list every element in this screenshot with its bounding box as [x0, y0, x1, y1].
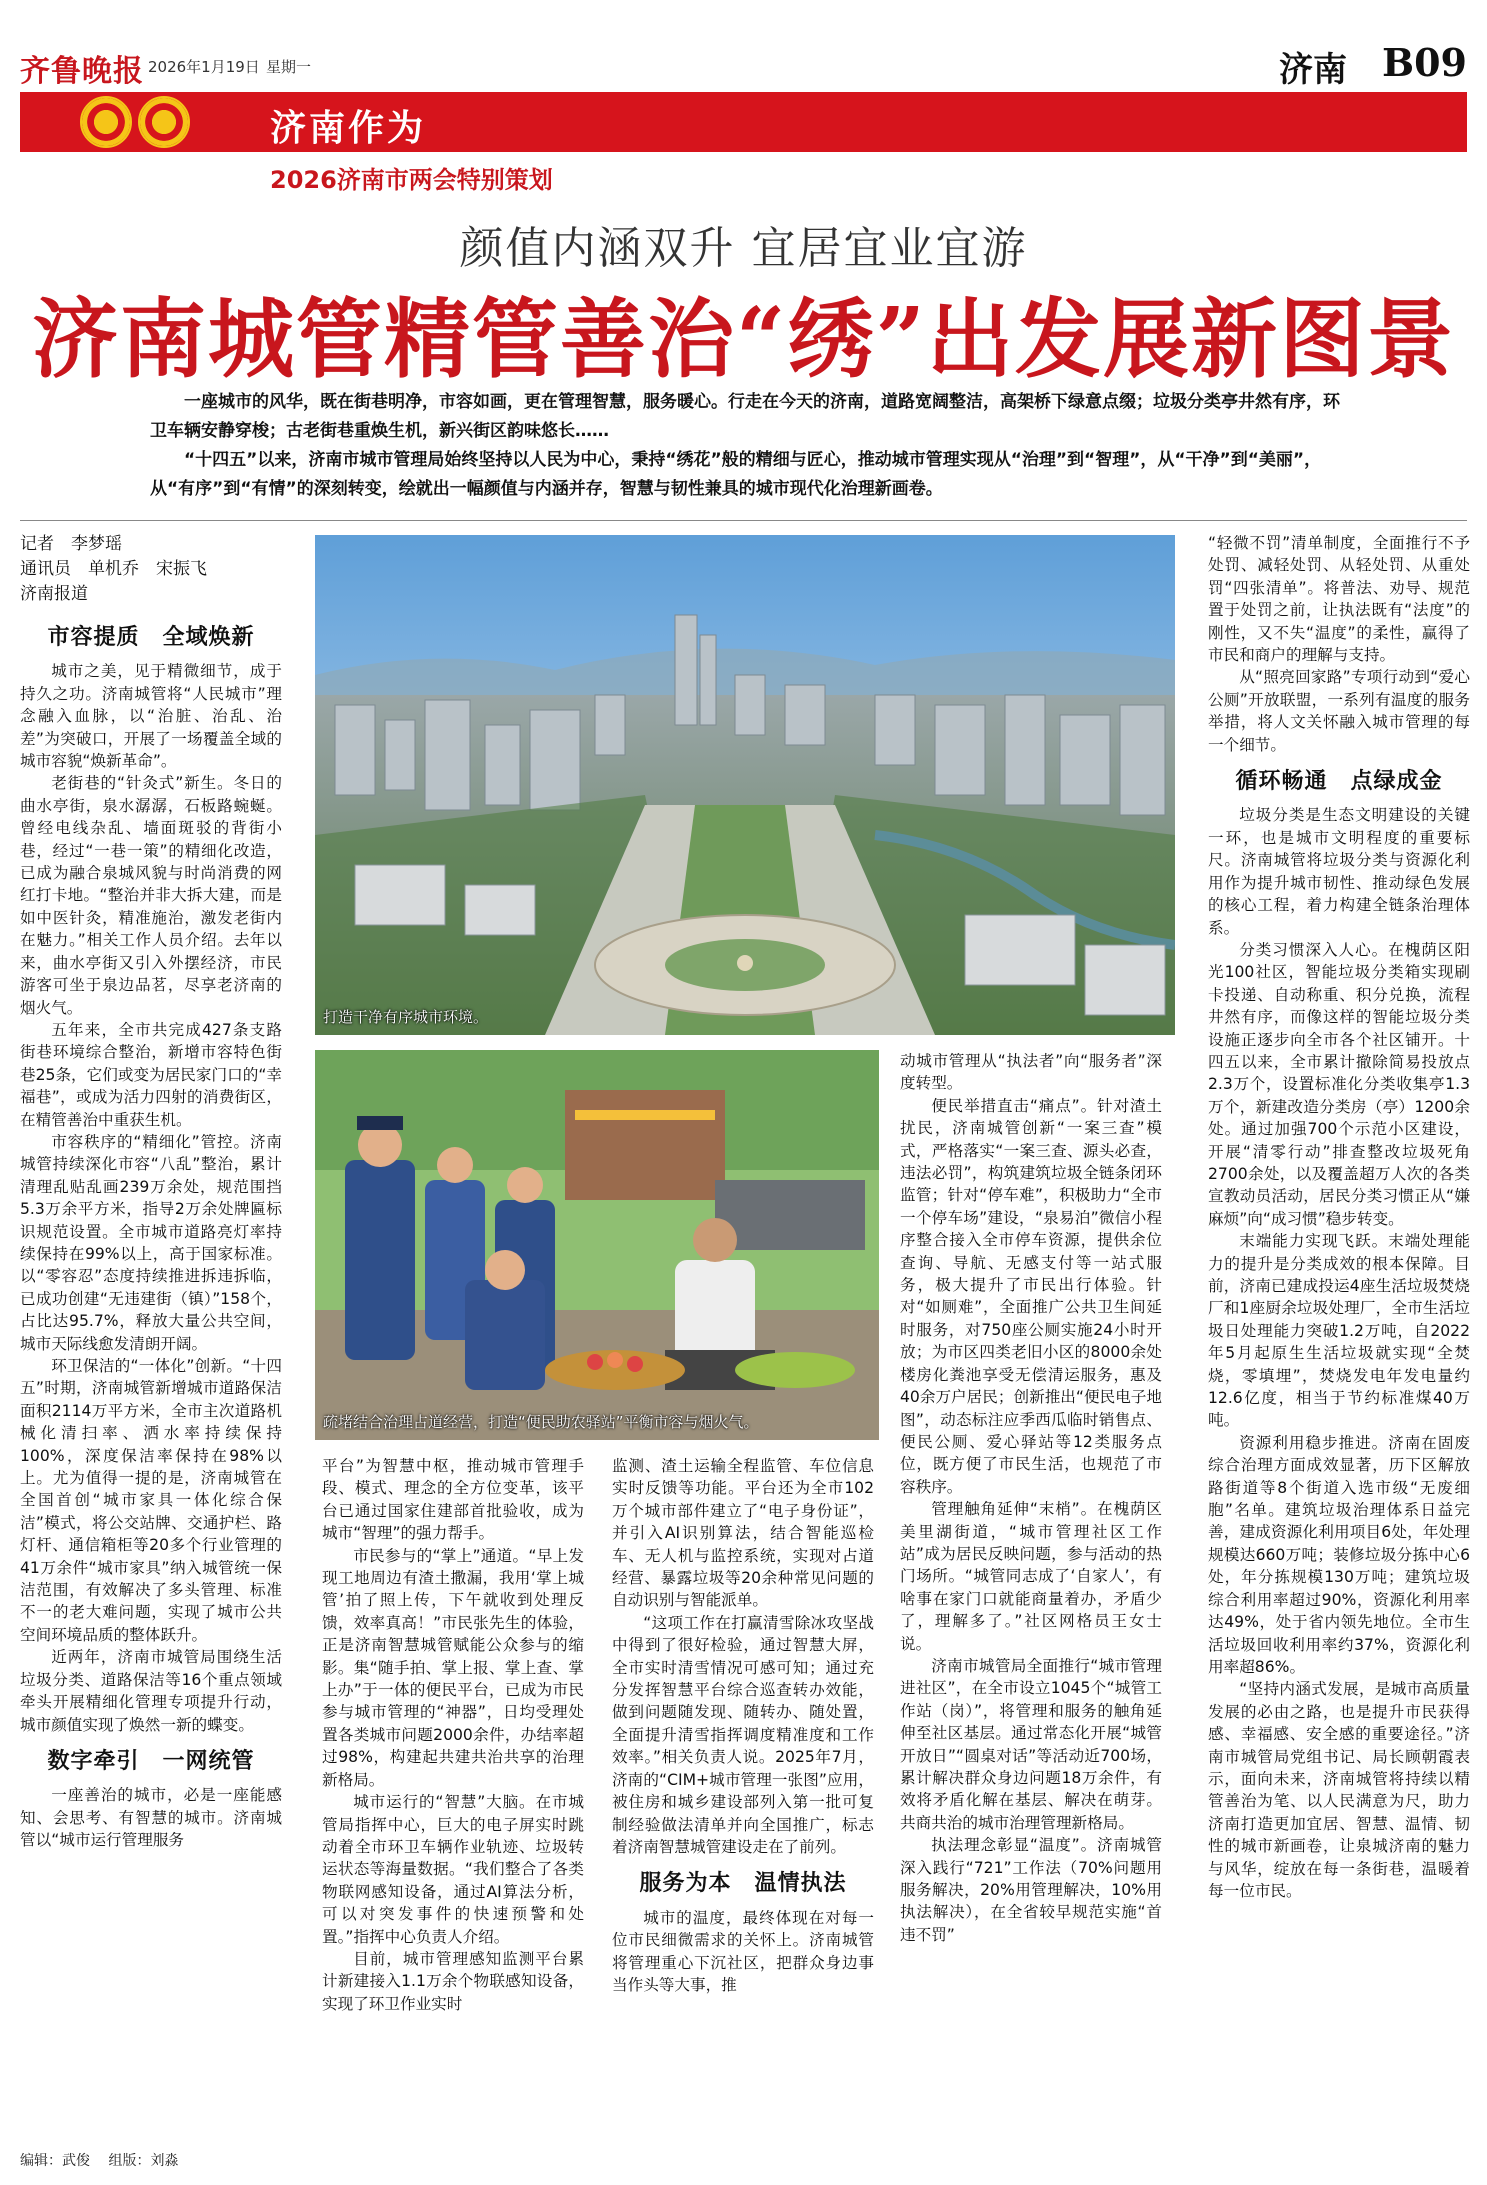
market-scene-illustration [315, 1050, 879, 1440]
byline-correspondent: 通讯员 单机乔 宋振飞 [20, 559, 207, 579]
editor-credit: 编辑：武俊 [20, 2153, 90, 2169]
paragraph: 末端能力实现飞跃。末端处理能力的提升是分类成效的根本保障。目前，济南已建成投运4座生活垃圾焚烧厂和1座厨余垃圾处理厂，全市生活垃圾日处理能力突破1.2万吨，自2022年5月起原生生活垃圾就实现“全焚烧，零填埋”，焚烧发电年发电量约12.6亿度，相当于节约标准煤40万吨。 [1208, 1232, 1470, 1430]
paragraph: 动城市管理从“执法者”向“服务者”深度转型。 [900, 1052, 1162, 1093]
paragraph: 五年来，全市共完成427条支路街巷环境综合整治，新增市容特色街巷25条，它们或变为居民家门口的“幸福巷”，或成为活力四射的消费街区，在精管善治中重获生机。 [20, 1020, 282, 1129]
section-subhead: 服务为本 温情执法 [639, 1870, 847, 1897]
paragraph: “坚持内涵式发展，是城市高质量发展的必由之路，也是提升市民获得感、幸福感、安全感的重要途径。”济南市城管局党组书记、局长顾朝霞表示，面向未来，济南城管将持续以精管善治为笔、以人民满意为尺，助力济南打造更加宜居、智慧、温情、韧性的城市新画卷，让泉城济南的魅力与风华，绽放在每一条街巷，温暖着每一位市民。 [1208, 1680, 1470, 1900]
paragraph: 从“照亮回家路”专项行动到“爱心公厕”开放联盟，一系列有温度的服务举措，将人文关怀融入城市管理的每一个细节。 [1208, 668, 1470, 754]
photo-caption: 打造干净有序城市环境。 [323, 1008, 489, 1026]
paragraph: 执法理念彰显“温度”。济南城管深入践行“721”工作法（70%问题用服务解决，20%用管理解决，10%用执法解决），在全省较早规范实施“首违不罚” [900, 1836, 1162, 1944]
paragraph: 一座善治的城市，必是一座能感知、会思考、有智慧的城市。济南城管以“城市运行管理服务 [20, 1786, 282, 1850]
market-inspection-photo [315, 1050, 879, 1440]
byline-dateline: 济南报道 [20, 584, 88, 604]
section-subhead: 循环畅通 点绿成金 [1235, 768, 1443, 795]
paragraph: 老街巷的“针灸式”新生。冬日的曲水亭街，泉水潺潺，石板路蜿蜒。曾经电线杂乱、墙面斑驳的背街小巷，经过“一巷一策”的精细化改造，已成为融合泉城风貌与时尚消费的网红打卡地。“整治并非大拆大建，而是如中医针灸，精准施治，激发老街内在魅力。”相关工作人员介绍。去年以来，曲水亭街又引入外摆经济，市民游客可坐于泉边品茗，尽享老济南的烟火气。 [20, 774, 282, 1017]
article-kicker: 颜值内涵双升 宜居宜业宜游 [459, 223, 1028, 274]
article-column-2b [612, 1455, 874, 2140]
article-headline: 济南城管精管善治“绣”出发展新图景 [32, 289, 1455, 390]
aerial-city-illustration [315, 535, 1175, 1035]
article-column-4 [1208, 532, 1470, 2140]
paragraph: 济南市城管局全面推行“城市管理进社区”，在全市设立1045个“城管工作站（岗）”，将管理和服务的触角延伸至社区基层。通过常态化开展“城管开放日”“圆桌对话”等活动近700场，累计解决群众身边问题18万余件，有效将矛盾化解在基层、解决在萌芽。共商共治的城市治理管理新格局。 [900, 1656, 1162, 1832]
layout-credit: 组版：刘淼 [108, 2153, 179, 2169]
photo-caption: 疏堵结合治理占道经营，打造“便民助农驿站”平衡市容与烟火气。 [323, 1413, 759, 1431]
cppcc-emblem-icon [138, 96, 190, 148]
paragraph: 目前，城市管理感知监测平台累计新建接入1.1万余个物联感知设备，实现了环卫作业实时 [322, 1949, 584, 2013]
article-column-1 [20, 612, 282, 2140]
lead-paragraph: 一座城市的风华，既在街巷明净，市容如画，更在管理智慧，服务暖心。行走在今天的济南，道路宽阔整洁，高架桥下绿意点缀；垃圾分类亭井然有序，环卫车辆安静穿梭；古老街巷重焕生机，新兴街区韵味悠长…… [150, 392, 1340, 441]
newspaper-logo: 齐鲁晚报 [20, 54, 144, 89]
byline-reporter: 记者 李梦瑶 [20, 534, 122, 554]
page-number: B09 [1382, 40, 1467, 85]
paragraph: 市民参与的“掌上”通道。“早上发现工地周边有渣土撒漏，我用‘掌上城管’拍了照上传，下午就收到处理反馈，效率真高！”市民张先生的体验，正是济南智慧城管赋能公众参与的缩影。集“随手拍、掌上报、掌上查、掌上办”于一体的便民平台，已成为市民参与城市管理的“神器”，日均受理处置各类城市问题2000余件，办结率超过98%，构建起共建共治共享的治理新格局。 [322, 1546, 584, 1789]
lead-paragraph: “十四五”以来，济南市城市管理局始终坚持以人民为中心，秉持“绣花”般的精细与匠心，推动城市管理实现从“治理”到“智理”，从“干净”到“美丽”，从“有序”到“有情”的深刻转变，绘就出一幅颜值与内涵并存，智慧与韧性兼具的城市现代化治理新画卷。 [150, 450, 1322, 499]
paragraph: 管理触角延伸“末梢”。在槐荫区美里湖街道，“城市管理社区工作站”成为居民反映问题，参与活动的热门场所。“城管同志成了‘自家人’，有啥事在家门口就能商量着办，矛盾少了，理解多了。”社区网格员王女士说。 [900, 1500, 1162, 1653]
article-column-3 [900, 1050, 1162, 2140]
paragraph: “轻微不罚”清单制度，全面推行不予处罚、减轻处罚、从轻处罚、从重处罚“四张清单”。将普法、劝导、规范置于处罚之前，让执法既有“法度”的刚性，又不失“温度”的柔性，赢得了市民和商户的理解与支持。 [1208, 534, 1470, 665]
issue-weekday: 星期一 [266, 58, 312, 76]
aerial-city-photo [315, 535, 1175, 1035]
divider [20, 520, 1467, 521]
page-section: 济南 [1279, 50, 1347, 90]
article-column-2a [322, 1455, 584, 2140]
paragraph: 环卫保洁的“一体化”创新。“十四五”时期，济南城管新增城市道路保洁面积2114万平方米，全市主次道路机械化清扫率、洒水率持续保持100%，深度保洁率保持在98%以上。尤为值得一提的是，济南城管在全国首创“城市家具一体化综合保洁”模式，将公交站牌、交通护栏、路灯杆、通信箱柜等20多个行业管理的41万余件“城市家具”纳入城管统一保洁范围，有效解决了多头管理、标准不一的老大难问题，实现了城市公共空间环境品质的整体跃升。 [20, 1357, 282, 1644]
paragraph: “这项工作在打赢清雪除冰攻坚战中得到了很好检验，通过智慧大屏，全市实时清雪情况可感可知；通过充分发挥智慧平台综合巡查转办效能，做到问题随发现、随转办、随处置，全面提升清雪指挥调度精准度和工作效率。”相关负责人说。2025年7月，济南的“CIM+城市管理一张图”应用，被住房和城乡建设部列入第一批可复制经验做法清单并向全国推广，标志着济南智慧城管建设走在了前列。 [612, 1613, 874, 1856]
paragraph: 垃圾分类是生态文明建设的关键一环，也是城市文明程度的重要标尺。济南城管将垃圾分类与资源化利用作为提升城市韧性、推动绿色发展的核心工程，着力构建全链条治理体系。 [1208, 806, 1470, 937]
section-banner [20, 92, 1467, 152]
national-emblem-icon [80, 96, 132, 148]
paragraph: 便民举措直击“痛点”。针对渣土扰民，济南城管创新“一案三查”模式，严格落实“一案三查、源头必查，违法必罚”，构筑建筑垃圾全链条闭环监管；针对“停车难”，积极助力“全市一个停车场”建设，“泉易泊”微信小程序整合接入全市停车资源，提供余位查询、导航、无感支付等一站式服务，极大提升了市民出行体验。针对“如厕难”，全面推广公共卫生间延时服务，对750座公厕实施24小时开放；为市区四类老旧小区的8000余处楼房化粪池享受无偿清运服务，惠及40余万户居民；创新推出“便民电子地图”，动态标注应季西瓜临时销售点、便民公厕、爱心驿站等12类服务点位，既方便了市民生活，也规范了市容秩序。 [900, 1096, 1162, 1496]
paragraph: 城市之美，见于精微细节，成于持久之功。济南城管将“人民城市”理念融入血脉，以“治脏、治乱、治差”为突破口，开展了一场覆盖全域的城市容貌“焕新革命”。 [20, 662, 282, 771]
paragraph: 分类习惯深入人心。在槐荫区阳光100社区，智能垃圾分类箱实现刷卡投递、自动称重、积分兑换，流程井然有序，而像这样的智能垃圾分类设施正逐步向全市各个社区铺开。十四五以来，全市累计撤除简易投放点2.3万个，设置标准化分类收集亭1.3万个，新建改造分类房（亭）1200余处。通过加强700个示范小区建设，开展“清零行动”排查整改垃圾死角2700余处，以及覆盖超万人次的各类宣教动员活动，居民分类习惯正从“嫌麻烦”向“成习惯”稳步转变。 [1208, 940, 1470, 1228]
paragraph: 监测、渣土运输全程监管、车位信息实时反馈等功能。平台还为全市102万个城市部件建立了“电子身份证”，并引入AI识别算法，结合智能巡检车、无人机与监控系统，实现对占道经营、暴露垃圾等20余种常见问题的自动识别与智能派单。 [612, 1457, 874, 1610]
banner-title: 济南作为 [270, 107, 427, 149]
byline [20, 532, 280, 607]
paragraph: 城市的温度，最终体现在对每一位市民细微需求的关怀上。济南城管将管理重心下沉社区，把群众身边事当作头等大事，推 [612, 1908, 874, 1994]
section-subhead: 数字牵引 一网统管 [47, 1747, 255, 1774]
masthead [20, 40, 1467, 90]
paragraph: 市容秩序的“精细化”管控。济南城管持续深化市容“八乱”整治，累计清理乱贴乱画239万余处，规范围挡5.3万余平方米，指导2万余处牌匾标识规范设置。全市城市道路亮灯率持续保持在99%以上，高于国家标准。以“零容忍”态度持续推进拆违拆临，已成功创建“无违建街（镇）”158个，占比达95.7%，释放大量公共空间，城市天际线愈发清朗开阔。 [20, 1132, 282, 1353]
page-footer [20, 2150, 192, 2170]
article-lead [150, 388, 1340, 504]
paragraph: 资源利用稳步推进。济南在固废综合治理方面成效显著，历下区解放路街道等8个街道入选市级“无废细胞”名单。建筑垃圾治理体系日益完善，建成资源化利用项目6处，年处理规模达660万吨；装修垃圾分拣中心6处，年分拣规模130万吨；建筑垃圾综合利用率超过90%，资源化利用率达49%，处于省内领先地位。全市生活垃圾回收利用率约37%，资源化利用率超86%。 [1208, 1433, 1470, 1676]
paragraph: 近两年，济南市城管局围绕生活垃圾分类、道路保洁等16个重点领域牵头开展精细化管理专项提升行动，城市颜值实现了焕然一新的蝶变。 [20, 1648, 282, 1734]
paragraph: 平台”为智慧中枢，推动城市管理手段、模式、理念的全方位变革，该平台已通过国家住建部首批验收，成为城市“智理”的强力帮手。 [322, 1457, 584, 1543]
paragraph: 城市运行的“智慧”大脑。在市城管局指挥中心，巨大的电子屏实时跳动着全市环卫车辆作业轨迹、垃圾转运状态等海量数据。“我们整合了各类物联网感知设备，通过AI算法分析，可以对突发事件的快速预警和处置。”指挥中心负责人介绍。 [322, 1793, 584, 1946]
banner-subtitle: 2026济南市两会特别策划 [270, 166, 553, 194]
section-subhead: 市容提质 全域焕新 [47, 624, 255, 650]
issue-date: 2026年1月19日 [148, 58, 260, 76]
